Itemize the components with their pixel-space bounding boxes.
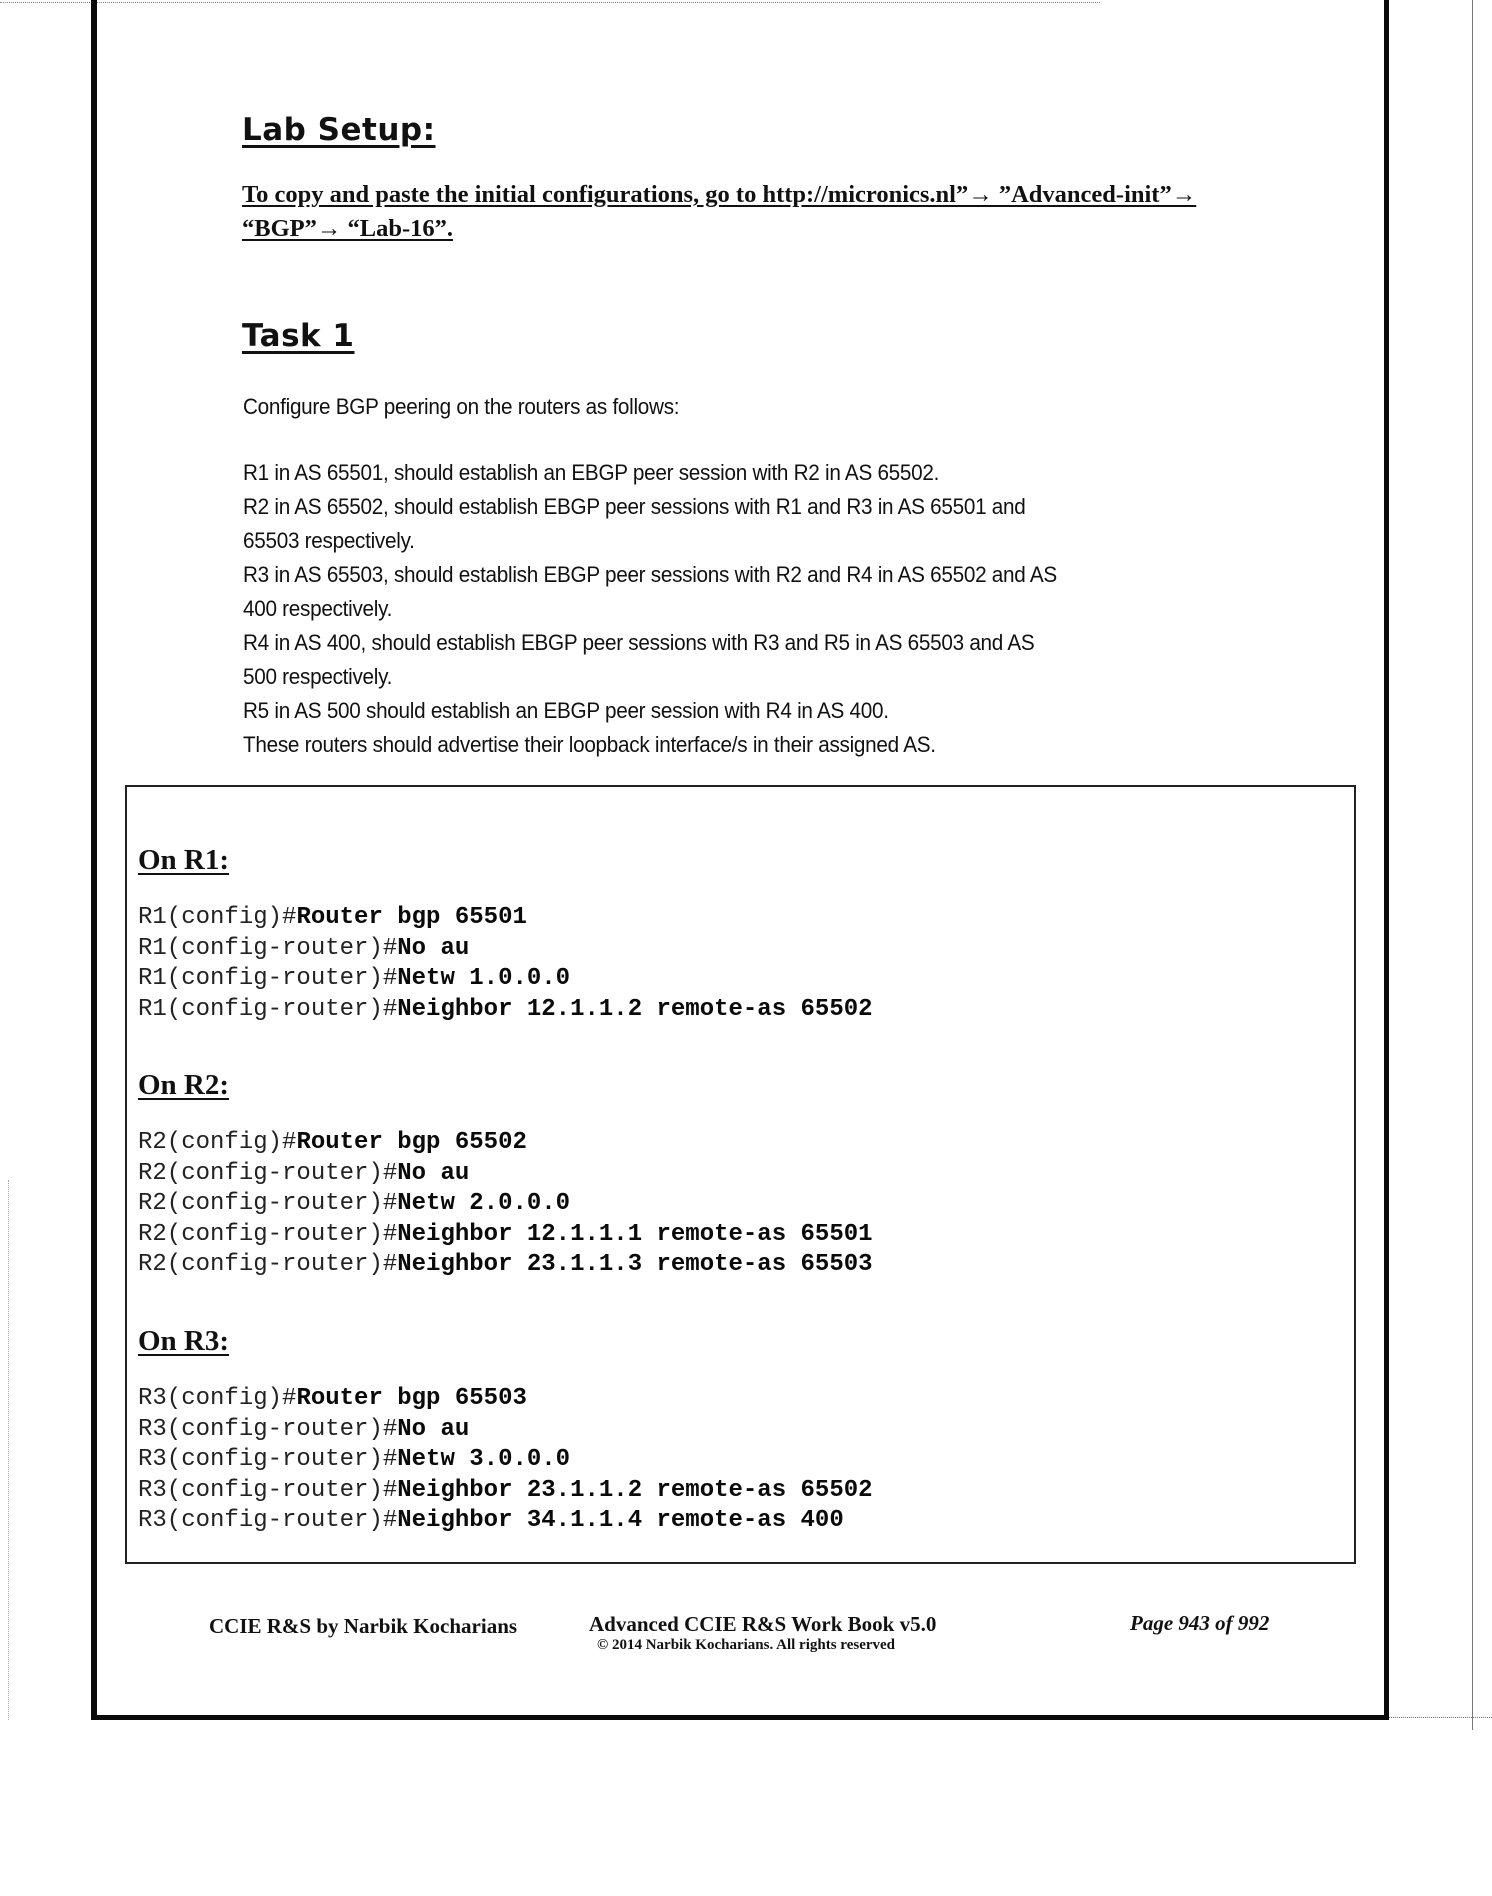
- cli-prompt: R2(config-router)#: [138, 1220, 398, 1248]
- solution-config-box: [125, 785, 1356, 1564]
- cli-line: [138, 1415, 873, 1446]
- cli-command: No au: [397, 1159, 470, 1187]
- cli-command: Router bgp 65503: [296, 1385, 527, 1412]
- router-section-r3: [138, 1324, 873, 1537]
- cli-line: [138, 1506, 873, 1537]
- requirement-line: 65503 respectively.: [243, 528, 415, 553]
- cli-command: Neighbor 23.1.1.3 remote-as 65503: [397, 1251, 873, 1278]
- cli-prompt: R2(config-router)#: [138, 1159, 398, 1187]
- router-heading: On R1:: [138, 844, 230, 876]
- router-heading: On R3:: [138, 1325, 230, 1357]
- cli-command: No au: [397, 934, 470, 962]
- task-intro: Configure BGP peering on the routers as follows:: [243, 394, 680, 419]
- cli-prompt: R3(config-router)#: [138, 1415, 398, 1443]
- cli-command: Neighbor 12.1.1.1 remote-as 65501: [397, 1220, 873, 1248]
- cli-prompt: R1(config-router)#: [138, 995, 398, 1023]
- footer-book-title: Advanced CCIE R&S Work Book v5.0: [589, 1612, 937, 1636]
- footer-book-info: [589, 1612, 989, 1654]
- cli-command: Netw 3.0.0.0: [397, 1446, 571, 1473]
- router-section-r2: [138, 1068, 873, 1281]
- cli-command: Netw 2.0.0.0: [397, 1190, 571, 1217]
- requirement-line: R3 in AS 65503, should establish EBGP peer sessions with R2 and R4 in AS 65502 and AS: [243, 562, 1057, 587]
- cli-command: Router bgp 65502: [296, 1129, 527, 1156]
- cli-command: Neighbor 23.1.1.2 remote-as 65502: [397, 1476, 873, 1504]
- requirement-line: 500 respectively.: [243, 664, 393, 689]
- cli-line: [138, 1159, 873, 1190]
- cli-command: Netw 1.0.0.0: [397, 965, 571, 992]
- cli-line: [138, 995, 873, 1026]
- cli-command: No au: [397, 1415, 470, 1443]
- cli-line: [138, 1220, 873, 1251]
- cli-command: Neighbor 34.1.1.4 remote-as 400: [397, 1507, 844, 1534]
- cli-line: [138, 1476, 873, 1507]
- footer-page-number: Page 943 of 992: [1130, 1611, 1270, 1635]
- cli-prompt: R1(config-router)#: [138, 965, 398, 992]
- requirement-line: 400 respectively.: [243, 596, 393, 621]
- cli-prompt: R2(config-router)#: [138, 1190, 398, 1217]
- setup-instructions-link[interactable]: To copy and paste the initial configurations, go to http://micronics.nl”→ ”Advanced-init”→ “BGP”→ “Lab-16”.: [242, 181, 1197, 242]
- router-section-r1: [138, 843, 873, 1025]
- router-heading: On R2:: [138, 1069, 230, 1101]
- scan-edge-left: [8, 1180, 10, 1720]
- footer-author: CCIE R&S by Narbik Kocharians: [209, 1614, 518, 1638]
- cli-line: [138, 934, 873, 965]
- cli-line: [138, 1445, 873, 1476]
- requirement-line: These routers should advertise their loopback interface/s in their assigned AS.: [243, 732, 936, 757]
- footer-copyright: © 2014 Narbik Kocharians. All rights reserved: [597, 1637, 896, 1653]
- cli-command: Router bgp 65501: [296, 904, 527, 931]
- task-requirements: [243, 456, 1128, 762]
- scan-edge-right: [1472, 0, 1473, 1730]
- cli-prompt: R3(config-router)#: [138, 1446, 398, 1473]
- cli-prompt: R1(config)#: [138, 904, 297, 931]
- cli-prompt: R2(config-router)#: [138, 1251, 398, 1278]
- cli-line: [138, 964, 873, 995]
- cli-prompt: R3(config)#: [138, 1385, 297, 1412]
- cli-prompt: R3(config-router)#: [138, 1476, 398, 1504]
- cli-line: [138, 1250, 873, 1281]
- requirement-line: R1 in AS 65501, should establish an EBGP peer session with R2 in AS 65502.: [243, 460, 940, 485]
- cli-line: [138, 1128, 873, 1159]
- cli-prompt: R3(config-router)#: [138, 1507, 398, 1534]
- cli-line: [138, 1384, 873, 1415]
- requirement-line: R2 in AS 65502, should establish EBGP peer sessions with R1 and R3 in AS 65501 and: [243, 494, 1026, 519]
- cli-prompt: R1(config-router)#: [138, 934, 398, 962]
- cli-line: [138, 903, 873, 934]
- cli-line: [138, 1189, 873, 1220]
- requirement-line: R4 in AS 400, should establish EBGP peer sessions with R3 and R5 in AS 65503 and AS: [243, 630, 1035, 655]
- requirement-line: R5 in AS 500 should establish an EBGP peer session with R4 in AS 400.: [243, 698, 889, 723]
- task-heading: Task 1: [242, 318, 355, 354]
- cli-prompt: R2(config)#: [138, 1129, 297, 1156]
- lab-setup-heading: Lab Setup:: [242, 112, 436, 148]
- scan-edge-bottom: [1388, 1717, 1492, 1719]
- cli-command: Neighbor 12.1.1.2 remote-as 65502: [397, 995, 873, 1023]
